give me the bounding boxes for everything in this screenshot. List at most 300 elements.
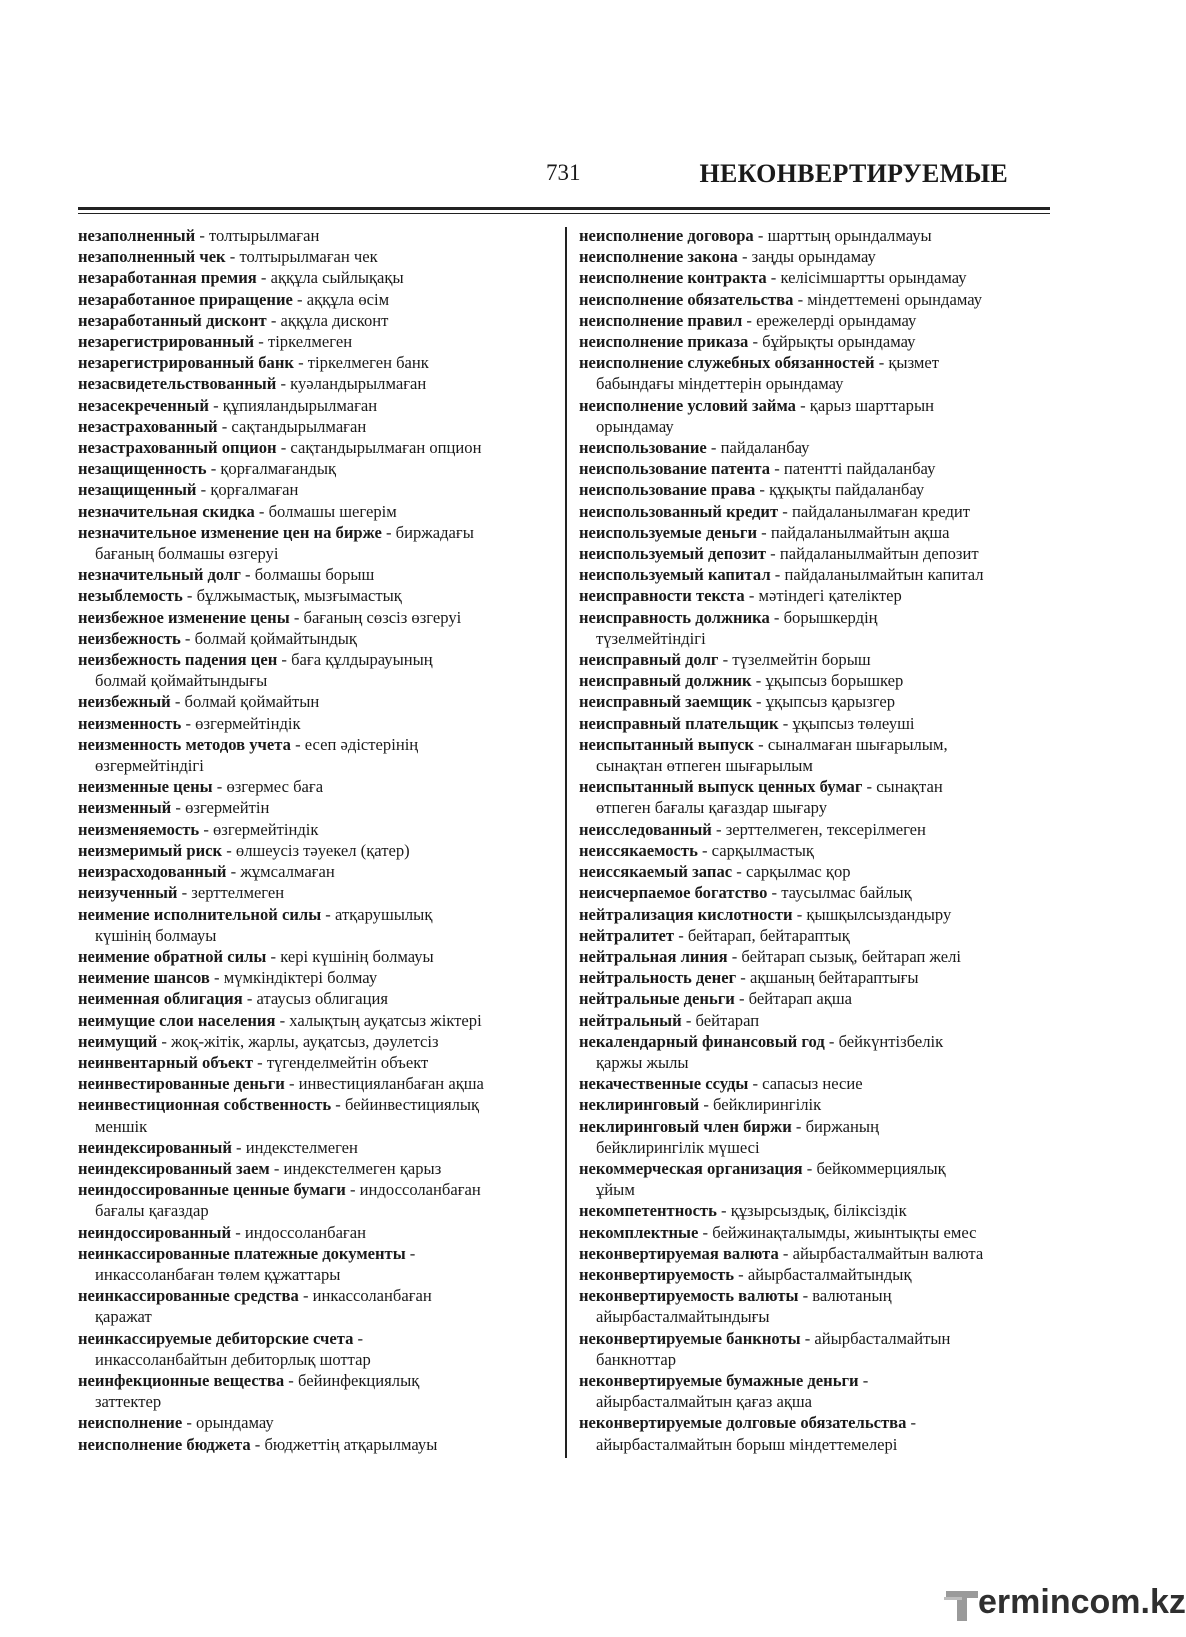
dictionary-entry: неизбежность падения цен - баға құлдырауының болмай қоймайтындығы [78,649,558,691]
entry-definition: пайдаланылмайтын депозит [779,544,979,564]
entry-definition: өзгермес баға [226,777,324,797]
entry-term: неклиринговый член биржи [579,1116,792,1136]
dictionary-entry: неизменность методов учета - есеп әдістерінің өзгермейтіндігі [78,734,558,776]
entry-definition: бейтарап, бейтараптық [687,925,850,945]
entry-definition: бағаның сөзсіз өзгеруі [303,607,462,627]
dictionary-entry: неиссякаемый запас - сарқылмас қор [579,862,851,882]
entry-definition: сақтандырылмаған [231,416,367,436]
entry-definition: зерттелмеген, тексерілмеген [725,819,926,839]
entry-definition: қорғалмаған [210,480,299,500]
page-number: 731 [546,160,581,185]
entry-definition-continued: инкассоланбаған төлем құжаттары [95,1264,341,1284]
entry-term: неиндоссированные ценные бумаги [78,1180,346,1200]
entry-term: неиспользуемые деньги [579,522,758,542]
entry-term: неизученный [78,883,178,903]
entry-term: неиспользуемый капитал [579,565,771,585]
entry-definition: болмай қоймайтындық [194,628,357,648]
dictionary-entry: неисполнение правил - ережелерді орындамау [579,310,917,330]
entry-definition: заңды орындамау [751,247,876,267]
entry-term: незначительная скидка [78,501,255,521]
dictionary-entry: неимение исполнительной силы - атқарушылық күшінің болмауы [78,904,558,946]
dictionary-entry: неисправности текста - мәтіндегі қателіктер [579,586,902,606]
entry-definition: халықтың ауқатсыз жіктері [289,1010,482,1030]
dictionary-entry: неимение обратной силы - кері күшінің болмауы [78,946,434,966]
running-head: НЕКОНВЕРТИРУЕМЫЕ [699,159,1008,188]
dictionary-entry: неинвестированные деньги - инвестицияланбаған ақша [78,1074,484,1094]
dictionary-entry: неизбежность - болмай қоймайтындық [78,628,357,648]
entry-term: неинфекционные вещества [78,1370,285,1390]
dictionary-entry: незаполненный - толтырылмаған [78,226,320,245]
dictionary-entry: неинвентарный объект - түгенделмейтін объект [78,1052,429,1072]
dictionary-entry: неконвертируемые долговые обязательства - айырбасталмайтын борыш міндеттемелері [579,1412,1059,1454]
entry-definition: құзырсыздық, біліксіздік [730,1201,907,1221]
entry-definition: есеп әдістерінің [304,734,419,754]
entry-definition: қызмет [888,353,940,373]
dictionary-entry: неиссякаемость - сарқылмастық [579,840,814,860]
entry-definition: индекстелмеген [245,1137,358,1157]
dictionary-entry: неисполнение - орындамау [78,1413,274,1433]
entry-definition: келісімшартты орындамау [780,268,967,288]
entry-definition: аққұла дисконт [280,310,389,330]
dictionary-entry: незаработанный дисконт - аққұла дисконт [78,310,389,330]
entry-term: неисправность должника [579,607,770,627]
entry-term: неиспользование права [579,480,756,500]
dictionary-entry: неконвертируемая валюта - айырбасталмайтын валюта [579,1243,984,1263]
entry-term: неимущий [78,1031,158,1051]
entry-term: неконвертируемые долговые обязательства [579,1413,907,1433]
entry-term: неименная облигация [78,989,243,1009]
right-column [579,225,1059,1455]
entry-definition: болмай қоймайтын [184,692,320,712]
entry-definition-continued: айырбасталмайтындығы [596,1307,770,1327]
entry-term: неиспользование [579,438,707,458]
dictionary-entry: неисполнение бюджета - бюджеттің атқарылмауы [78,1434,438,1454]
entry-term: неинкассированные средства [78,1286,299,1306]
entry-definition: сынақтан [876,777,943,797]
dictionary-entry: неизменный - өзгермейтін [78,798,270,818]
entry-term: неисполнение условий займа [579,395,796,415]
entry-term: незасекреченный [78,395,209,415]
entry-definition: жұмсалмаған [240,862,335,882]
entry-definition: сарқылмастық [711,840,814,860]
dictionary-entry: неиндексированный заем - индекстелмеген қарыз [78,1158,442,1178]
entry-definition: зерттелмеген [191,883,285,903]
entry-definition: тіркелмеген банк [307,353,429,373]
entry-definition: түзелмейтін борыш [732,650,871,670]
entry-term: неизменные цены [78,777,213,797]
dictionary-entry: неинкассированные платежные документы - инкассоланбаған төлем құжаттары [78,1243,558,1285]
entry-definition: биржаның [805,1116,879,1136]
entry-definition: пайдаланылмайтын ақша [770,522,950,542]
entry-definition: айырбасталмайтын валюта [792,1243,984,1263]
entry-term: неиспытанный выпуск ценных бумаг [579,777,863,797]
entry-definition: сарқылмас қор [745,862,851,882]
entry-definition: ұқыпсыз қарызгер [765,692,896,712]
entry-definition-continued: бағалы қағаздар [95,1201,209,1221]
entry-definition-continued: инкассоланбайтын дебиторлық шоттар [95,1349,371,1369]
entry-definition-continued: болмай қоймайтындығы [95,671,268,691]
entry-definition: шарттың орындалмауы [767,226,932,245]
entry-definition: куәландырылмаған [290,374,427,394]
dictionary-entry: неисполнение служебных обязанностей - қызмет бабындағы міндеттерін орындамау [579,352,1059,394]
entry-term: незаработанная премия [78,268,257,288]
dictionary-entry: неиспользуемый капитал - пайдаланылмайтын капитал [579,565,984,585]
entry-definition: міндеттемені орындамау [807,289,983,309]
dictionary-entry: неиспользуемый депозит - пайдаланылмайтын депозит [579,544,979,564]
entry-definition: ұқыпсыз борышкер [765,671,904,691]
entry-term: неисполнение контракта [579,268,767,288]
entry-term: неисполнение обязательства [579,289,794,309]
dictionary-entry: неконвертируемость - айырбасталмайтындық [579,1264,912,1284]
entry-definition: пайдаланылмайтын капитал [784,565,984,585]
entry-term: незначительное изменение цен на бирже [78,522,382,542]
entry-definition: ұқыпсыз төлеуші [792,713,915,733]
dictionary-entry: некачественные ссуды - сапасыз несие [579,1074,863,1094]
dictionary-entry: незасекреченный - құпияландырылмаған [78,395,378,415]
entry-definition-continued: банкноттар [596,1349,677,1369]
entry-definition-continued: күшінің болмауы [95,925,217,945]
entry-term: неиспользованный кредит [579,501,779,521]
entry-definition: индоссоланбаған [359,1180,481,1200]
entry-term: неисправный должник [579,671,752,691]
entry-definition: өзгермейтіндік [195,713,301,733]
dictionary-entry: неиспользование патента - патентті пайдаланбау [579,459,936,479]
entry-definition: бюджеттің атқарылмауы [264,1434,438,1454]
dictionary-entry: нейтрализация кислотности - қышқылсыздандыру [579,904,952,924]
entry-term: неиспользуемый депозит [579,544,767,564]
entry-term: некалендарный финансовый год [579,1031,825,1051]
left-column [78,225,558,1455]
dictionary-entry: неизменные цены - өзгермес баға [78,777,324,797]
entry-definition: түгенделмейтін объект [266,1052,429,1072]
entry-definition: индекстелмеген қарыз [283,1158,442,1178]
entry-term: неисполнение приказа [579,332,749,352]
dictionary-entry: неинкассируемые дебиторские счета - инкассоланбайтын дебиторлық шоттар [78,1328,558,1370]
entry-definition: айырбасталмайтын [814,1328,951,1348]
entry-term: неконвертируемая валюта [579,1243,779,1263]
entry-definition-continued: түзелмейтіндігі [596,628,706,648]
dictionary-entry: неконвертируемые банкноты - айырбасталмайтын банкноттар [579,1328,1059,1370]
dictionary-entry: нейтральность денег - ақшаның бейтараптығы [579,968,919,988]
dictionary-entry: неиспытанный выпуск - сыналмаған шығарылым, сынақтан өтпеген шығарылым [579,734,1059,776]
entry-definition: толтырылмаған [209,226,320,245]
header-rule-thin [78,213,1050,214]
entry-definition: таусылмас байлық [781,883,912,903]
entry-term: неисправный заемщик [579,692,752,712]
entry-definition-continued: айырбасталмайтын қағаз ақша [596,1392,813,1412]
entry-term: некомплектные [579,1222,699,1242]
entry-definition: биржадағы [395,522,474,542]
entry-term: незыблемость [78,586,183,606]
entry-term: нейтральный [579,1010,682,1030]
dictionary-entry: неимение шансов - мүмкіндіктері болмау [78,968,378,988]
entry-term: неимение исполнительной силы [78,904,322,924]
entry-definition: бейжинақталымды, жиынтықты емес [712,1222,977,1242]
entry-term: неисполнение закона [579,247,738,267]
dictionary-entry: нейтральный - бейтарап [579,1010,760,1030]
entry-definition: сапасыз несие [762,1074,863,1094]
entry-term: неимущие слои населения [78,1010,276,1030]
entry-term: незастрахованный [78,416,218,436]
entry-definition-continued: орындамау [596,416,674,436]
entry-term: нейтральные деньги [579,989,735,1009]
entry-term: неконвертируемые банкноты [579,1328,801,1348]
entry-term: неимение шансов [78,968,210,988]
entry-definition: сақтандырылмаған опцион [290,438,482,458]
dictionary-entry: неизменяемость - өзгермейтіндік [78,819,319,839]
entry-definition-continued: ұйым [596,1180,635,1200]
entry-term: незаработанное приращение [78,289,293,309]
entry-definition: қышқылсыздандыру [806,904,952,924]
entry-definition: бейинвестициялық [344,1095,480,1115]
entry-term: неизмеримый риск [78,840,223,860]
dictionary-entry: незаработанная премия - аққұла сыйлықақы [78,268,404,288]
entry-term: неконвертируемые бумажные деньги [579,1370,859,1390]
entry-term: неинкассируемые дебиторские счета [78,1328,354,1348]
entry-term: некомпетентность [579,1201,717,1221]
entry-definition-continued: бағаның болмашы өзгеруі [95,544,279,564]
dictionary-entry: незасвидетельствованный - куәландырылмаған [78,374,427,394]
dictionary-entry: неконвертируемые бумажные деньги - айырбасталмайтын қағаз ақша [579,1370,1059,1412]
entry-definition: бұйрықты орындамау [762,332,916,352]
entry-definition: атаусыз облигация [256,989,388,1009]
dictionary-entry: неисполнение приказа - бұйрықты орындамау [579,332,916,352]
entry-term: неиндексированный заем [78,1158,270,1178]
entry-term: неисследованный [579,819,712,839]
dictionary-entry: неисполнение контракта - келісімшартты орындамау [579,268,967,288]
dictionary-entry: неиспользование права - құқықты пайдаланбау [579,480,925,500]
dictionary-entry: некомплектные - бейжинақталымды, жиынтықты емес [579,1222,977,1242]
entry-term: неисправности текста [579,586,745,606]
dictionary-entry: некоммерческая организация - бейкоммерциялық ұйым [579,1158,1059,1200]
entry-term: неимение обратной силы [78,946,267,966]
dictionary-entry: незащищенный - қорғалмаған [78,480,299,500]
entry-definition-continued: қаражат [95,1307,152,1327]
entry-term: незарегистрированный банк [78,353,294,373]
entry-term: неизменность [78,713,182,733]
entry-definition: баға құлдырауының [291,650,433,670]
dictionary-entry: неизбежное изменение цены - бағаның сөзсіз өзгеруі [78,607,462,627]
dictionary-entry: неиндексированный - индекстелмеген [78,1137,358,1157]
entry-definition: жоқ-жітік, жарлы, ауқатсыз, дәулетсіз [171,1031,439,1051]
entry-term: неиспользование патента [579,459,771,479]
dictionary-entry: неинфекционные вещества - бейинфекциялық заттектер [78,1370,558,1412]
dictionary-entry: незначительная скидка - болмашы шегерім [78,501,397,521]
entry-definition: құқықты пайдаланбау [769,480,925,500]
entry-definition: бейкүнтізбелік [838,1031,944,1051]
dictionary-entry: неиндоссированный - индоссоланбаған [78,1222,366,1242]
entry-term: нейтральная линия [579,946,728,966]
dictionary-entry: нейтральные деньги - бейтарап ақша [579,989,852,1009]
entry-definition: аққұла өсім [306,289,390,309]
dictionary-entry: неименная облигация - атаусыз облигация [78,989,388,1009]
entry-definition-continued: меншік [95,1116,148,1136]
entry-definition: бейтарап [695,1010,760,1030]
dictionary-entry: неинкассированные средства - инкассоланбаған қаражат [78,1285,558,1327]
dictionary-entry: некомпетентность - құзырсыздық, біліксіздік [579,1201,907,1221]
entry-definition: кері күшінің болмауы [280,946,434,966]
entry-term: неинвестированные деньги [78,1074,285,1094]
entry-definition: индоссоланбаған [244,1222,366,1242]
entry-term: незащищенность [78,459,207,479]
dictionary-entry: неиспытанный выпуск ценных бумаг - сынақтан өтпеген бағалы қағаздар шығару [579,776,1059,818]
entry-definition: тіркелмеген [267,332,353,352]
entry-term: неконвертируемость [579,1264,735,1284]
watermark [944,1583,1186,1627]
entry-definition: болмашы борыш [254,565,375,585]
entry-term: незастрахованный опцион [78,438,277,458]
dictionary-entry: неисполнение условий займа - қарыз шарттарын орындамау [579,395,1059,437]
entry-term: незарегистрированный [78,332,255,352]
dictionary-entry: неклиринговый член биржи - биржаның бейклирингілік мүшесі [579,1116,1059,1158]
entry-term: незащищенный [78,480,197,500]
entry-term: незначительный долг [78,565,241,585]
entry-definition: бейтарап сызық, бейтарап желі [741,946,961,966]
entry-term: неисчерпаемое богатство [579,883,768,903]
entry-definition: атқарушылық [334,904,433,924]
dictionary-entry: неисправный должник - ұқыпсыз борышкер [579,671,904,691]
entry-term: неизбежность падения цен [78,650,278,670]
entry-term: нейтрализация кислотности [579,904,793,924]
header-rule-thick [78,207,1050,210]
entry-definition: өзгермейтіндік [213,819,319,839]
entry-term: неисполнение [78,1413,183,1433]
entry-term: неинвентарный объект [78,1052,253,1072]
dictionary-entry: незарегистрированный - тіркелмеген [78,332,353,352]
entry-definition: пайдаланбау [720,438,810,458]
entry-term: неиндексированный [78,1137,232,1157]
entry-definition: пайдаланылмаған кредит [791,501,971,521]
entry-definition: өзгермейтін [185,798,270,818]
entry-definition: толтырылмаған чек [239,247,378,267]
dictionary-entry: неиспользование - пайдаланбау [579,438,810,458]
dictionary-entry: неизбежный - болмай қоймайтын [78,692,320,712]
dictionary-entry: незарегистрированный банк - тіркелмеген банк [78,353,429,373]
entry-term: неизменяемость [78,819,200,839]
dictionary-entry: неисчерпаемое богатство - таусылмас байлық [579,883,912,903]
entry-definition: аққұла сыйлықақы [270,268,404,288]
entry-term: незасвидетельствованный [78,374,277,394]
dictionary-entry: нейтральная линия - бейтарап сызық, бейтарап желі [579,946,961,966]
entry-term: неинвестиционная собственность [78,1095,332,1115]
entry-definition: бейтарап ақша [748,989,852,1009]
entry-term: неисправный долг [579,650,719,670]
dictionary-entry: незастрахованный - сақтандырылмаған [78,416,367,436]
entry-definition: бейинфекциялық [297,1370,420,1390]
entry-definition: айырбасталмайтындық [747,1264,912,1284]
dictionary-entry: незаполненный чек - толтырылмаған чек [78,247,378,267]
dictionary-entry: неимущий - жоқ-жітік, жарлы, ауқатсыз, дәулетсіз [78,1031,439,1051]
entry-definition: борышкердің [783,607,878,627]
entry-term: нейтралитет [579,925,675,945]
entry-definition: өлшеусіз тәуекел (қатер) [235,840,410,860]
entry-definition: бейклирингілік [713,1095,822,1115]
entry-definition: сыналмаған шығарылым, [767,734,948,754]
entry-definition-continued: қаржы жылы [596,1052,689,1072]
entry-definition: ережелерді орындамау [756,310,917,330]
entry-definition: қарыз шарттарын [809,395,934,415]
dictionary-entry: незащищенность - қорғалмағандық [78,459,337,479]
entry-definition: мәтіндегі қателіктер [758,586,902,606]
entry-definition-continued: бабындағы міндеттерін орындамау [596,374,844,394]
dictionary-entry: неисправность должника - борышкердің түзелмейтіндігі [579,607,1059,649]
dictionary-entry: неизученный - зерттелмеген [78,883,285,903]
entry-term: неизбежность [78,628,181,648]
entry-definition: бейкоммерциялық [816,1158,946,1178]
dictionary-entry: неисполнение обязательства - міндеттемені орындамау [579,289,983,309]
dictionary-entry: неклиринговый - бейклирингілік [579,1095,822,1115]
entry-definition-continued: сынақтан өтпеген шығарылым [596,756,813,776]
entry-definition: болмашы шегерім [268,501,397,521]
entry-definition: патентті пайдаланбау [783,459,936,479]
dictionary-entry: неиспользуемые деньги - пайдаланылмайтын ақша [579,522,950,542]
dictionary-entry: незыблемость - бұлжымастық, мызғымастық [78,586,402,606]
entry-term: неизбежный [78,692,171,712]
entry-definition-continued: заттектер [95,1392,162,1412]
dictionary-entry: неизменность - өзгермейтіндік [78,713,301,733]
entry-definition: бұлжымастық, мызғымастық [196,586,402,606]
dictionary-entry: незаработанное приращение - аққұла өсім [78,289,390,309]
entry-definition: құпияландырылмаған [222,395,378,415]
entry-term: неинкассированные платежные документы [78,1243,406,1263]
entry-term: неисполнение правил [579,310,743,330]
dictionary-entry: неизмеримый риск - өлшеусіз тәуекел (қатер) [78,840,410,860]
dictionary-entry: неисправный плательщик - ұқыпсыз төлеуші [579,713,915,733]
entry-term: неисправный плательщик [579,713,779,733]
entry-term: неисполнение служебных обязанностей [579,353,875,373]
entry-definition-continued: өзгермейтіндігі [95,756,204,776]
entry-term: неконвертируемость валюты [579,1286,799,1306]
entry-definition: орындамау [196,1413,274,1433]
dictionary-entry: неисправный заемщик - ұқыпсыз қарызгер [579,692,896,712]
entry-definition: валютаның [812,1286,892,1306]
entry-definition: инкассоланбаған [312,1286,432,1306]
dictionary-entry: неисследованный - зерттелмеген, тексерілмеген [579,819,926,839]
entry-term: некоммерческая организация [579,1158,803,1178]
entry-definition: ақшаның бейтараптығы [749,968,919,988]
entry-definition: мүмкіндіктері болмау [223,968,378,988]
column-divider [565,227,567,1458]
watermark-text: ermincom.kz [978,1583,1186,1621]
dictionary-entry: неисполнение договора - шарттың орындалмауы [579,226,932,245]
entry-term: незаполненный [78,226,196,245]
entry-term: неисполнение договора [579,226,754,245]
dictionary-entry: некалендарный финансовый год - бейкүнтізбелік қаржы жылы [579,1031,1059,1073]
entry-definition: инвестицияланбаған ақша [298,1074,484,1094]
entry-term: незаработанный дисконт [78,310,267,330]
entry-definition-continued: айырбасталмайтын борыш міндеттемелері [596,1434,898,1454]
entry-term: некачественные ссуды [579,1074,749,1094]
dictionary-entry: нейтралитет - бейтарап, бейтараптық [579,925,850,945]
entry-term: нейтральность денег [579,968,737,988]
dictionary-entry: неисполнение закона - заңды орындамау [579,247,876,267]
entry-term: неиссякаемость [579,840,698,860]
entry-term: неклиринговый [579,1095,700,1115]
entry-definition-continued: бейклирингілік мүшесі [596,1137,760,1157]
dictionary-entry: неиндоссированные ценные бумаги - индоссоланбаған бағалы қағаздар [78,1179,558,1221]
entry-term: неиндоссированный [78,1222,232,1242]
entry-term: неиссякаемый запас [579,862,733,882]
dictionary-entry: неимущие слои населения - халықтың ауқатсыз жіктері [78,1010,482,1030]
entry-term: неисполнение бюджета [78,1434,251,1454]
dictionary-entry: неконвертируемость валюты - валютаның айырбасталмайтындығы [579,1285,1059,1327]
entry-term: неиспытанный выпуск [579,734,754,754]
entry-term: неизрасходованный [78,862,227,882]
entry-term: неизменность методов учета [78,734,291,754]
entry-definition-continued: өтпеген бағалы қағаздар шығару [596,798,828,818]
entry-term: незаполненный чек [78,247,226,267]
watermark-logo-icon [944,1587,980,1623]
